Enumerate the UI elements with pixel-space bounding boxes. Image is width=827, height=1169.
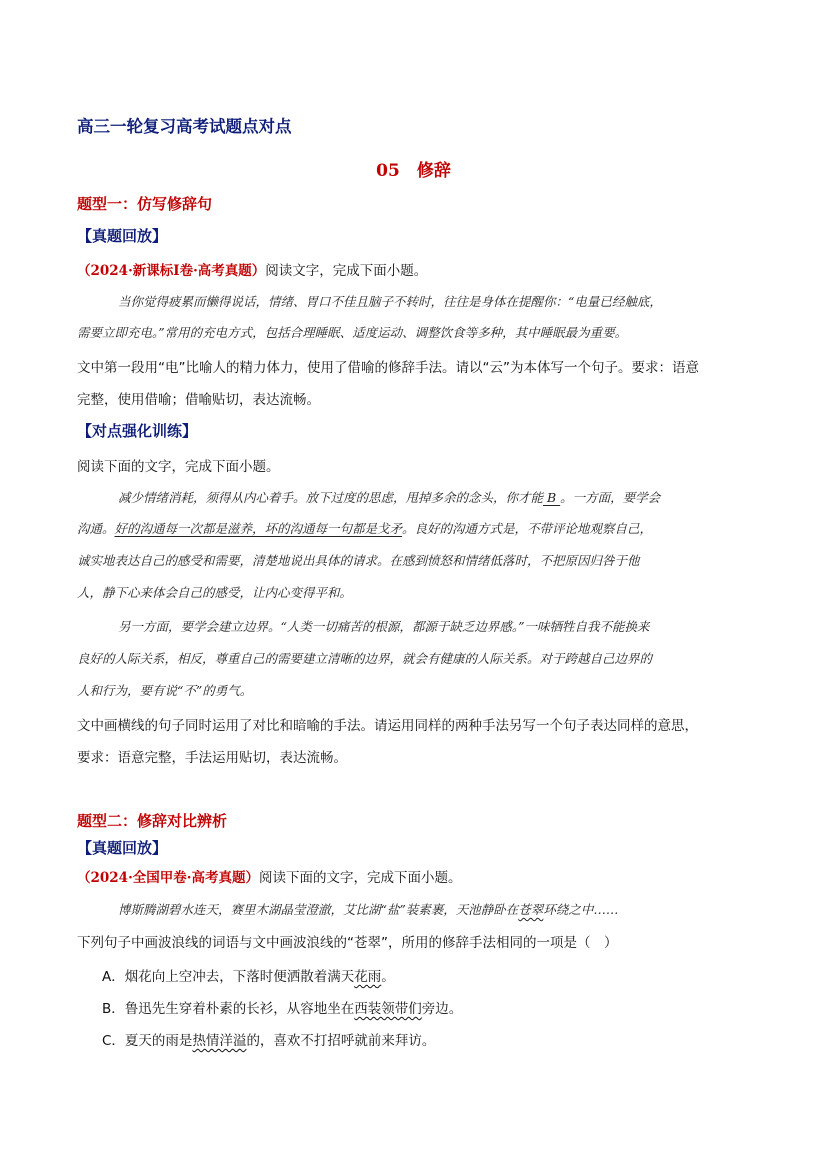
- option-b[interactable]: [102, 997, 462, 1017]
- q3-text-segment: 博斯腾湖碧水连天，赛里木湖晶莹澄澈，艾比湖“盐”装素裹，天池静卧在: [118, 902, 519, 917]
- wavy-word: 苍翠: [518, 902, 544, 917]
- chapter-title: 05 修辞: [376, 161, 451, 181]
- section2-real-exam-label: 【真题回放】: [77, 839, 168, 857]
- underlined-sentence: 好的沟通每一次都是滋养，坏的沟通每一句都是戈矛: [114, 521, 403, 536]
- document-header-title: 高三一轮复习高考试题点对点: [77, 117, 292, 136]
- q2-passage-line: 良好的人际关系，相反，尊重自己的需要建立清晰的边界，就会有健康的人际关系。对于跨越自己边界的: [77, 651, 653, 666]
- option-text: B．鲁迅先生穿着朴素的长衫，从容地坐在: [102, 1001, 355, 1017]
- q2-instruction: 阅读下面的文字，完成下面小题。: [77, 459, 280, 475]
- wavy-word: 西装领带们: [354, 1001, 422, 1017]
- training-label: 【对点强化训练】: [77, 422, 198, 440]
- q3-question: 下列句子中画波浪线的词语与文中画波浪线的“苍翠”，所用的修辞手法相同的一项是（ ）: [77, 935, 618, 951]
- answer-blank[interactable]: B: [543, 490, 561, 505]
- q1-question-line: 文中第一段用“电”比喻人的精力体力，使用了借喻的修辞手法。请以“云”为本体写一个句子。要求：语意: [77, 360, 699, 376]
- section1-real-exam-label: 【真题回放】: [77, 227, 168, 245]
- q1-intro: [77, 259, 427, 279]
- q2-question-line: 文中画横线的句子同时运用了对比和暗喻的手法。请运用同样的两种手法另写一个句子表达同样的意思，: [77, 718, 698, 734]
- q1-passage-line: 需要立即充电。”常用的充电方式，包括合理睡眠、适度运动、调整饮食等多种，其中睡眠最为重要。: [77, 325, 628, 340]
- q3-passage-line: [118, 900, 618, 918]
- section2-heading: 题型二：修辞对比辨析: [77, 812, 228, 830]
- q2-text-segment: 沟通。: [77, 521, 115, 536]
- section1-heading: 题型一：仿写修辞句: [77, 195, 213, 213]
- q3-text-segment: 环绕之中……: [543, 902, 619, 917]
- option-a[interactable]: [102, 965, 395, 985]
- q1-passage-line: 当你觉得疲累而懒得说话，情绪、胃口不佳且脑子不转时，往往是身体在提醒你：“电量已经触底，: [118, 294, 662, 309]
- q2-passage-line: [118, 488, 660, 506]
- q2-passage-line: 人和行为，要有说“不”的勇气。: [77, 683, 253, 698]
- q2-passage-line: 人，静下心来体会自己的感受，让内心变得平和。: [77, 585, 353, 600]
- wavy-word: 花雨: [354, 969, 382, 985]
- q2-passage-line: [77, 519, 652, 537]
- q2-question-line: 要求：语意完整，手法运用贴切，表达流畅。: [77, 750, 347, 766]
- q2-text-segment: 。一方面，要学会: [560, 490, 661, 505]
- option-text: 旁边。: [421, 1001, 463, 1017]
- option-text: C．夏天的雨是: [102, 1033, 193, 1049]
- option-text: 。: [381, 969, 395, 985]
- q3-intro: [77, 866, 461, 886]
- option-c[interactable]: [102, 1029, 435, 1049]
- q2-passage-line: 诚实地表达自己的感受和需要，清楚地说出具体的请求。在感到愤怒和情绪低落时，不把原因归咎于他: [77, 553, 640, 568]
- option-text: A．烟花向上空冲去，下落时便洒散着满天: [102, 969, 355, 985]
- q3-instruction: 阅读下面的文字，完成下面小题。: [258, 870, 462, 886]
- q1-source: （2024·新课标Ⅰ卷·高考真题）: [77, 263, 266, 279]
- q2-text-segment: 。良好的沟通方式是，不带评论地观察自己，: [402, 521, 653, 536]
- q2-passage-line: 另一方面，要学会建立边界。“人类一切痛苦的根源，都源于缺乏边界感。”一味牺牲自我不能换来: [118, 619, 650, 634]
- wavy-word: 热情洋溢: [192, 1033, 247, 1049]
- q1-instruction: 阅读文字，完成下面小题。: [265, 263, 428, 279]
- option-text: 的，喜欢不打招呼就前来拜访。: [246, 1033, 436, 1049]
- q1-question-line: 完整，使用借喻；借喻贴切，表达流畅。: [77, 392, 320, 408]
- q3-source: （2024·全国甲卷·高考真题）: [77, 870, 259, 886]
- q2-text-segment: 减少情绪消耗，须得从内心着手。放下过度的思虑，甩掉多余的念头，你才能: [118, 490, 544, 505]
